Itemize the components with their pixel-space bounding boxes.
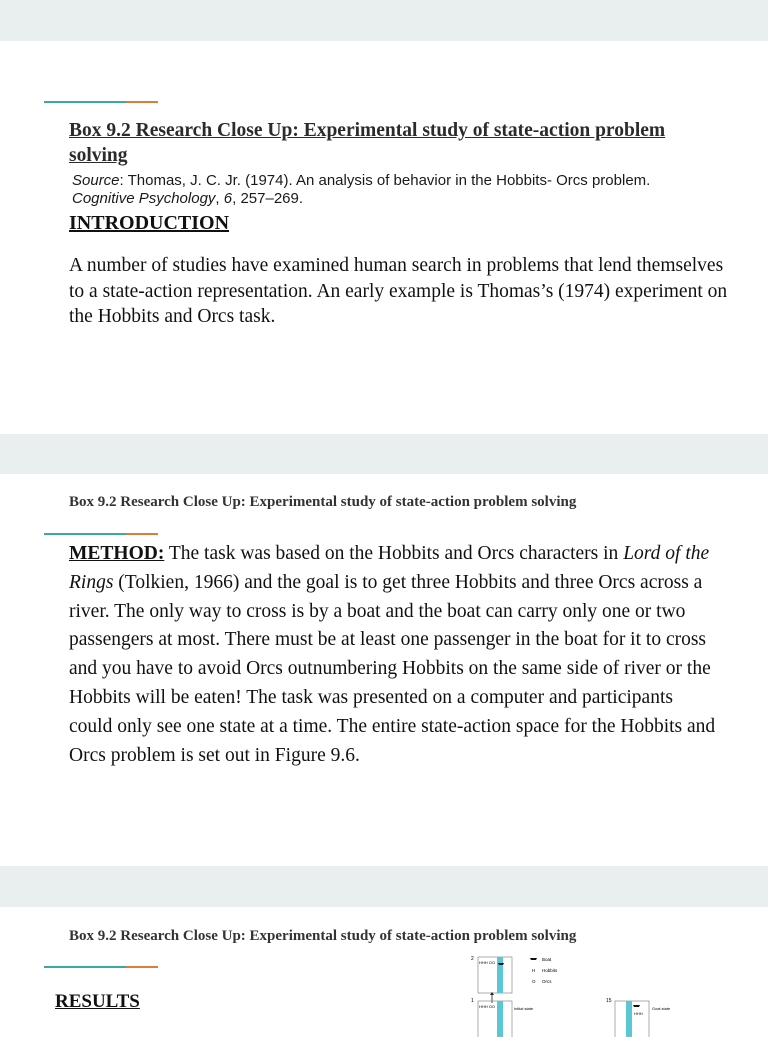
river bbox=[497, 957, 503, 993]
source-text: : Thomas, J. C. Jr. (1974). An analysis of behavior in the Hobbits- Orcs problem. bbox=[119, 172, 651, 189]
slide-title: Box 9.2 Research Close Up: Experimental study of state-action problem solving bbox=[69, 928, 577, 944]
river bbox=[497, 1001, 503, 1037]
method-paragraph bbox=[69, 540, 719, 770]
accent-line bbox=[44, 101, 158, 103]
legend-key-o: O bbox=[532, 979, 536, 984]
book-title: Lord of the Rings bbox=[69, 543, 710, 593]
legend-hobbits: Hobbits bbox=[542, 968, 558, 973]
boat-icon bbox=[633, 1005, 640, 1007]
method-text-1: The task was based on the Hobbits and Orcs characters in bbox=[164, 543, 624, 564]
state-label: HHH OO bbox=[479, 1004, 495, 1009]
slide-introduction bbox=[0, 41, 768, 434]
boat-icon bbox=[498, 963, 504, 965]
state-number: 2 bbox=[471, 956, 474, 962]
boat-icon bbox=[530, 958, 537, 960]
source-pages: , 257–269. bbox=[232, 190, 304, 207]
state-label: HHH bbox=[634, 1011, 643, 1016]
source-citation bbox=[72, 172, 712, 208]
method-text-2: (Tolkien, 1966) and the goal is to get three Hobbits and three Orcs across a river. The only way to cross is by a boat and the boat can carry only one or two passengers at most. There must be at least one passenger in the boat for it to cross and you have to avoid Orcs outnumbering Hobbits on the same side of river or the Hobbits will be eaten! The task was presented on a computer and participants could only see one state at a time. The entire state-action space for the Hobbits and Orcs problem is set out in Figure 9.6. bbox=[69, 571, 716, 766]
legend-orcs: Orcs bbox=[542, 979, 552, 984]
introduction-heading: INTRODUCTION bbox=[69, 212, 230, 234]
accent-line bbox=[44, 533, 158, 535]
slide-title: Box 9.2 Research Close Up: Experimental study of state-action problem solving bbox=[69, 494, 577, 510]
state-space-figure bbox=[470, 951, 690, 1037]
source-volume: 6 bbox=[223, 190, 233, 207]
results-heading: RESULTS bbox=[55, 991, 140, 1012]
source-sep: , bbox=[215, 190, 224, 207]
arrow-head-icon bbox=[490, 992, 494, 995]
state-label: Goal state bbox=[652, 1006, 671, 1011]
accent-line bbox=[44, 966, 158, 968]
state-number: 15 bbox=[606, 998, 612, 1004]
source-journal: Cognitive Psychology bbox=[72, 190, 216, 207]
state-label: Initial state bbox=[514, 1006, 534, 1011]
state-space-diagram bbox=[470, 951, 690, 1037]
state-label: HHH OO bbox=[479, 960, 495, 965]
state-number: 1 bbox=[471, 998, 474, 1004]
slide-results bbox=[0, 907, 768, 1037]
slide-method bbox=[0, 474, 768, 866]
legend-boat: Boat bbox=[542, 957, 552, 962]
slide-title: Box 9.2 Research Close Up: Experimental study of state-action problem solving bbox=[69, 120, 666, 166]
legend-key-h: H bbox=[532, 968, 536, 973]
introduction-paragraph: A number of studies have examined human search in problems that lend themselves to a state-action representation. An early example is Thomas’s (1974) experiment on the Hobbits and Orcs task. bbox=[69, 255, 728, 327]
river bbox=[626, 1001, 632, 1037]
source-label: Source bbox=[72, 172, 120, 189]
method-label: METHOD: bbox=[69, 543, 165, 564]
